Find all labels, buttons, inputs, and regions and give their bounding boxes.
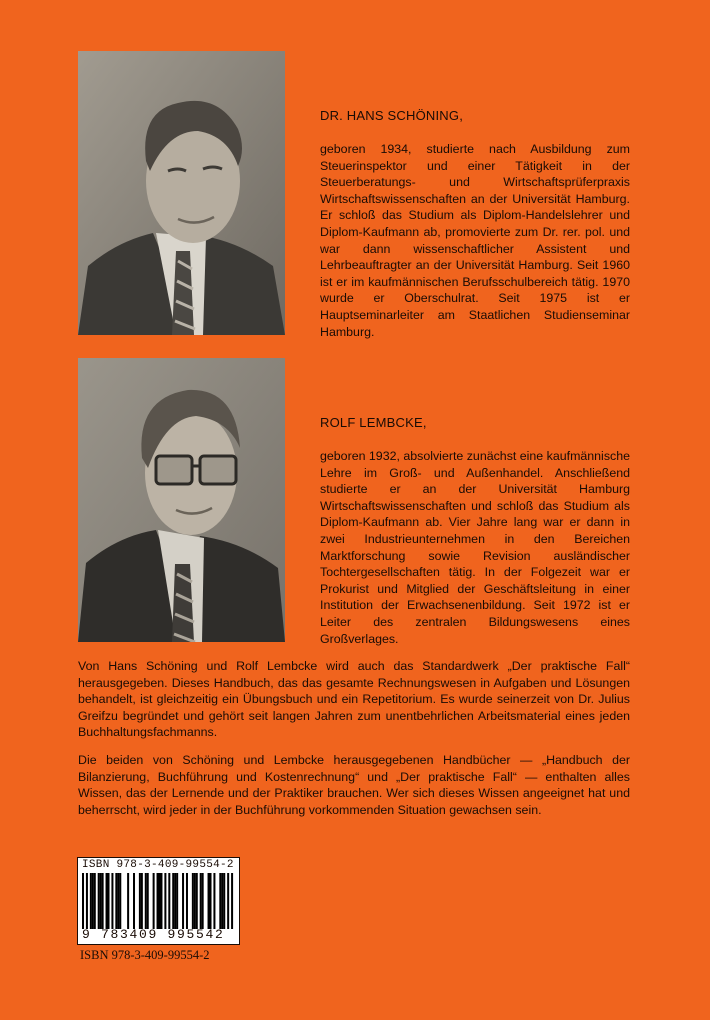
author-bio-hans-schoening [320, 108, 630, 340]
barcode-bar [108, 873, 110, 929]
author-biography: geboren 1934, studierte nach Ausbildung zum Steuerinspektor und einer Tätigkeit in der Steuerberatungs- und Wirtschaftsprüferpraxis Wirtschaftswissenschaften an der Universität Hamburg. Er schloß das Studium als Diplom-Handelslehrer und Diplom-Kaufmann ab, promovierte zum Dr. rer. pol. und war dann wissenschaftlicher Assistent und Lehrbeauftragter an der Universität Hamburg. Seit 1960 ist er im kaufmännischen Berufsschulbereich tätig. 1970 wurde er Oberschulrat. Seit 1975 ist er Hauptseminarleiter am Staatlichen Studienseminar Hamburg. [320, 142, 630, 339]
barcode-bar [182, 873, 184, 929]
barcode-bar [119, 873, 121, 929]
barcode-bar [94, 873, 96, 929]
barcode-bars [82, 873, 235, 929]
barcode-bar [160, 873, 162, 929]
barcode-bar [111, 873, 113, 929]
barcode-bar [159, 873, 161, 929]
barcode-bar [106, 873, 108, 929]
barcode-bar [90, 873, 92, 929]
barcode-bar [208, 873, 210, 929]
barcode-bar [192, 873, 194, 929]
barcode-bar [157, 873, 159, 929]
barcode-bar [153, 873, 155, 929]
barcode-bar [213, 873, 215, 929]
barcode-bar [133, 873, 135, 929]
author-photo-hans-schoening [78, 51, 285, 335]
barcode-bar [219, 873, 221, 929]
barcode-bar [145, 873, 147, 929]
barcode-bar [127, 873, 129, 929]
barcode-bar [164, 873, 166, 929]
barcode-bar [172, 873, 174, 929]
author-name: DR. HANS SCHÖNING, [320, 108, 464, 123]
barcode-bar [231, 873, 233, 929]
barcode-bar [117, 873, 119, 929]
barcode-bar [98, 873, 100, 929]
barcode-bar [202, 873, 204, 929]
description-paragraph-2: Die beiden von Schöning und Lembcke herausgegebenen Handbücher — „Handbuch der Bilanzierung, Buchführung und Kostenrechnung“ und „Der praktische Fall“ — enthalten alles Wissen, das der Lernende und der Praktiker brauchen. Wer sich dieses Wissen angeeignet hat und beherrscht, wird jeder in der Buchführung vorkommenden Situation gewachsen sein. [78, 753, 630, 817]
barcode-bar [139, 873, 141, 929]
barcode-bar [82, 873, 84, 929]
barcode-bar [86, 873, 88, 929]
barcode-bar [223, 873, 225, 929]
author-bio-rolf-lembcke [320, 415, 630, 647]
barcode-bar [200, 873, 202, 929]
barcode-bar [174, 873, 176, 929]
barcode-bar [92, 873, 94, 929]
barcode-bar [147, 873, 149, 929]
author-name: ROLF LEMBCKE, [320, 415, 427, 430]
author-photo-rolf-lembcke [78, 358, 285, 642]
barcode-bar [221, 873, 223, 929]
isbn-barcode [77, 857, 240, 945]
barcode-bar [186, 873, 188, 929]
barcode-bar [210, 873, 212, 929]
barcode-bar [100, 873, 102, 929]
description-paragraph-1: Von Hans Schöning und Rolf Lembcke wird auch das Standardwerk „Der praktische Fall“ herausgegeben. Dieses Handbuch, das das gesamte Rechnungswesen in Aufgaben und Lösungen behandelt, ist gleichzeitig ein Übungsbuch und ein Repetitorium. Es wurde seinerzeit von Dr. Julius Greifzu begründet und gehört seit langen Jahren zum unentbehrlichen Arbeitsmaterial eines jeden Buchhaltungsfachmanns. [78, 659, 630, 740]
barcode-bar [102, 873, 104, 929]
isbn-footer: ISBN 978-3-409-99554-2 [80, 948, 210, 962]
barcode-digits: 9 783409 995542 [82, 927, 225, 942]
barcode-bar [196, 873, 198, 929]
barcode-bar [227, 873, 229, 929]
barcode-isbn-label: ISBN 978-3-409-99554-2 [82, 859, 234, 871]
barcode-bar [115, 873, 117, 929]
author-biography: geboren 1932, absolvierte zunächst eine kaufmännische Lehre im Groß- und Außenhandel. Anschließend studierte er an der Universität Hamburg Wirtschaftswissenschaften und schloß das Studium als Diplom-Kaufmann ab. Vier Jahre lang war er dann in zwei Industrieunternehmen in den Bereichen Marktforschung sowie Revision ausländischer Tochtergesellschaften tätig. In der Folgezeit war er Prokurist und Mitglied der Geschäftsleitung in einer Institution der Erwachsenenbildung. Seit 1972 ist er Leiter des zentralen Bildungswesens eines Großverlages. [320, 449, 630, 646]
barcode-bar [176, 873, 178, 929]
barcode-bar [168, 873, 170, 929]
barcode-bar [194, 873, 196, 929]
barcode-bar [141, 873, 143, 929]
